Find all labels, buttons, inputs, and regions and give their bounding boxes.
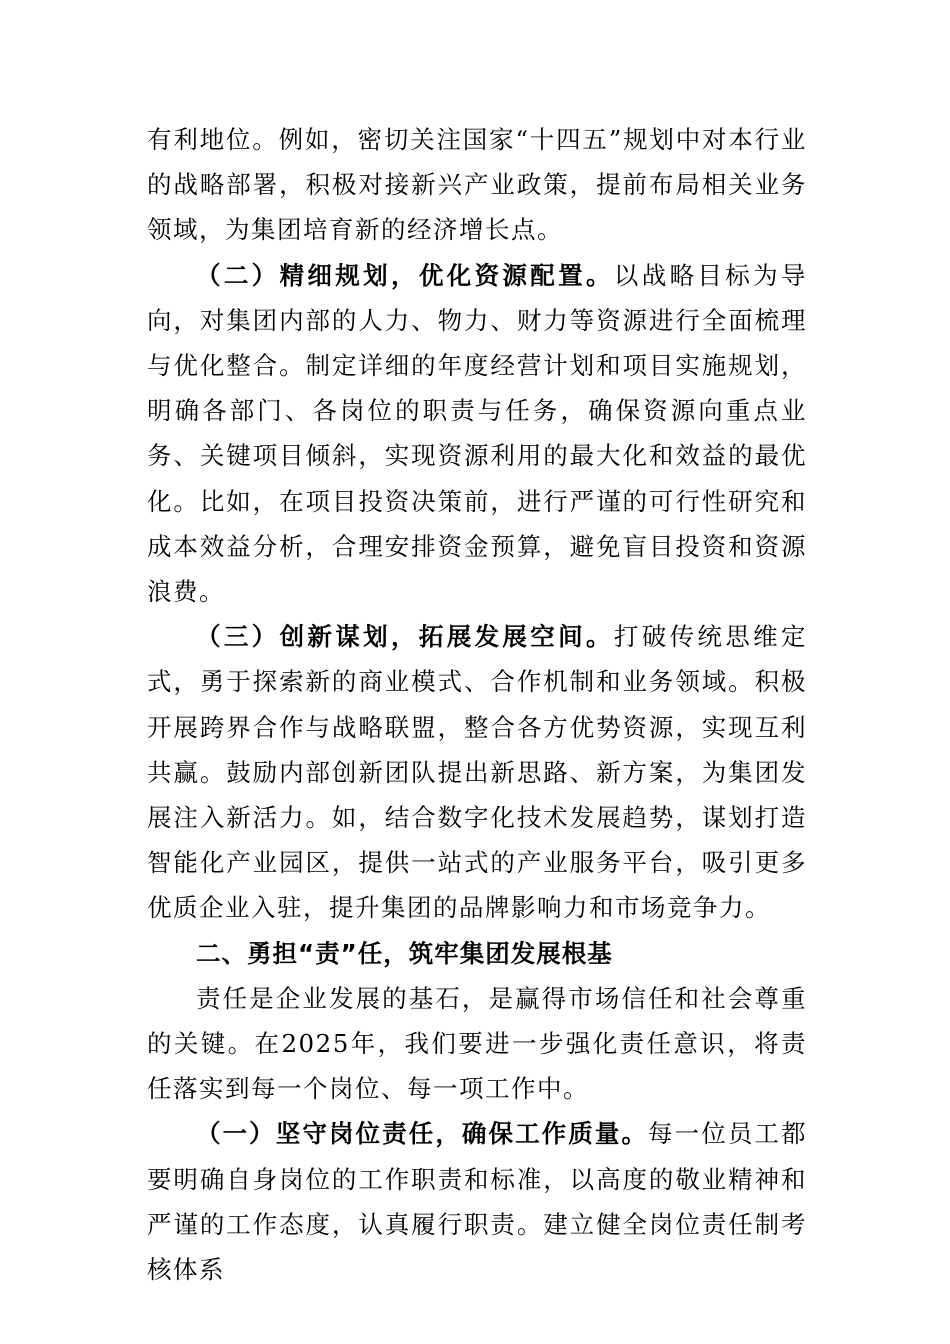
paragraph-post-responsibility	[147, 1111, 807, 1292]
paragraph-lead: （二）精细规划，优化资源配置。	[196, 260, 614, 290]
paragraph-lead: （三）创新谋划，拓展发展空间。	[196, 622, 614, 652]
paragraph-text: 以战略目标为导向，对集团内部的人力、物力、财力等资源进行全面梳理与优化整合。制定详细的年度经营计划和项目实施规划，明确各部门、各岗位的职责与任务，确保资源向重点业务、关键项目倾斜，实现资源利用的最大化和效益的最优化。比如，在项目投资决策前，进行严谨的可行性研究和成本效益分析，合理安排资金预算，避免盲目投资和资源浪费。	[147, 260, 808, 607]
paragraph-text: 有利地位。例如，密切关注国家“十四五”规划中对本行业的战略部署，积极对接新兴产业政策，提前布局相关业务领域，为集团培育新的经济增长点。	[147, 125, 807, 245]
paragraph-lead: （一）坚守岗位责任，确保工作质量。	[196, 1119, 649, 1149]
paragraph-text: 打破传统思维定式，勇于探索新的商业模式、合作机制和业务领域。积极开展跨界合作与战略联盟，整合各方优势资源，实现互利共赢。鼓励内部创新团队提出新思路、新方案，为集团发展注入新活力。如，结合数字化技术发展趋势，谋划打造智能化产业园区，提供一站式的产业服务平台，吸引更多优质企业入驻，提升集团的品牌影响力和市场竞争力。	[147, 622, 808, 923]
paragraph-responsibility-intro	[147, 976, 807, 1112]
paragraph-innovative-planning	[147, 614, 807, 930]
paragraph-text: 责任是企业发展的基石，是赢得市场信任和社会尊重的关键。在2025年，我们要进一步强化责任意识，将责任落实到每一个岗位、每一项工作中。	[147, 983, 807, 1104]
paragraph-continuation	[147, 117, 807, 253]
paragraph-text: 每一位员工都要明确自身岗位的工作职责和标准，以高度的敬业精神和严谨的工作态度，认真履行职责。建立健全岗位责任制考核体系	[147, 1119, 808, 1285]
paragraph-refined-planning	[147, 253, 807, 615]
section-heading: 二、勇担“责”任，筑牢集团发展根基	[196, 938, 613, 968]
